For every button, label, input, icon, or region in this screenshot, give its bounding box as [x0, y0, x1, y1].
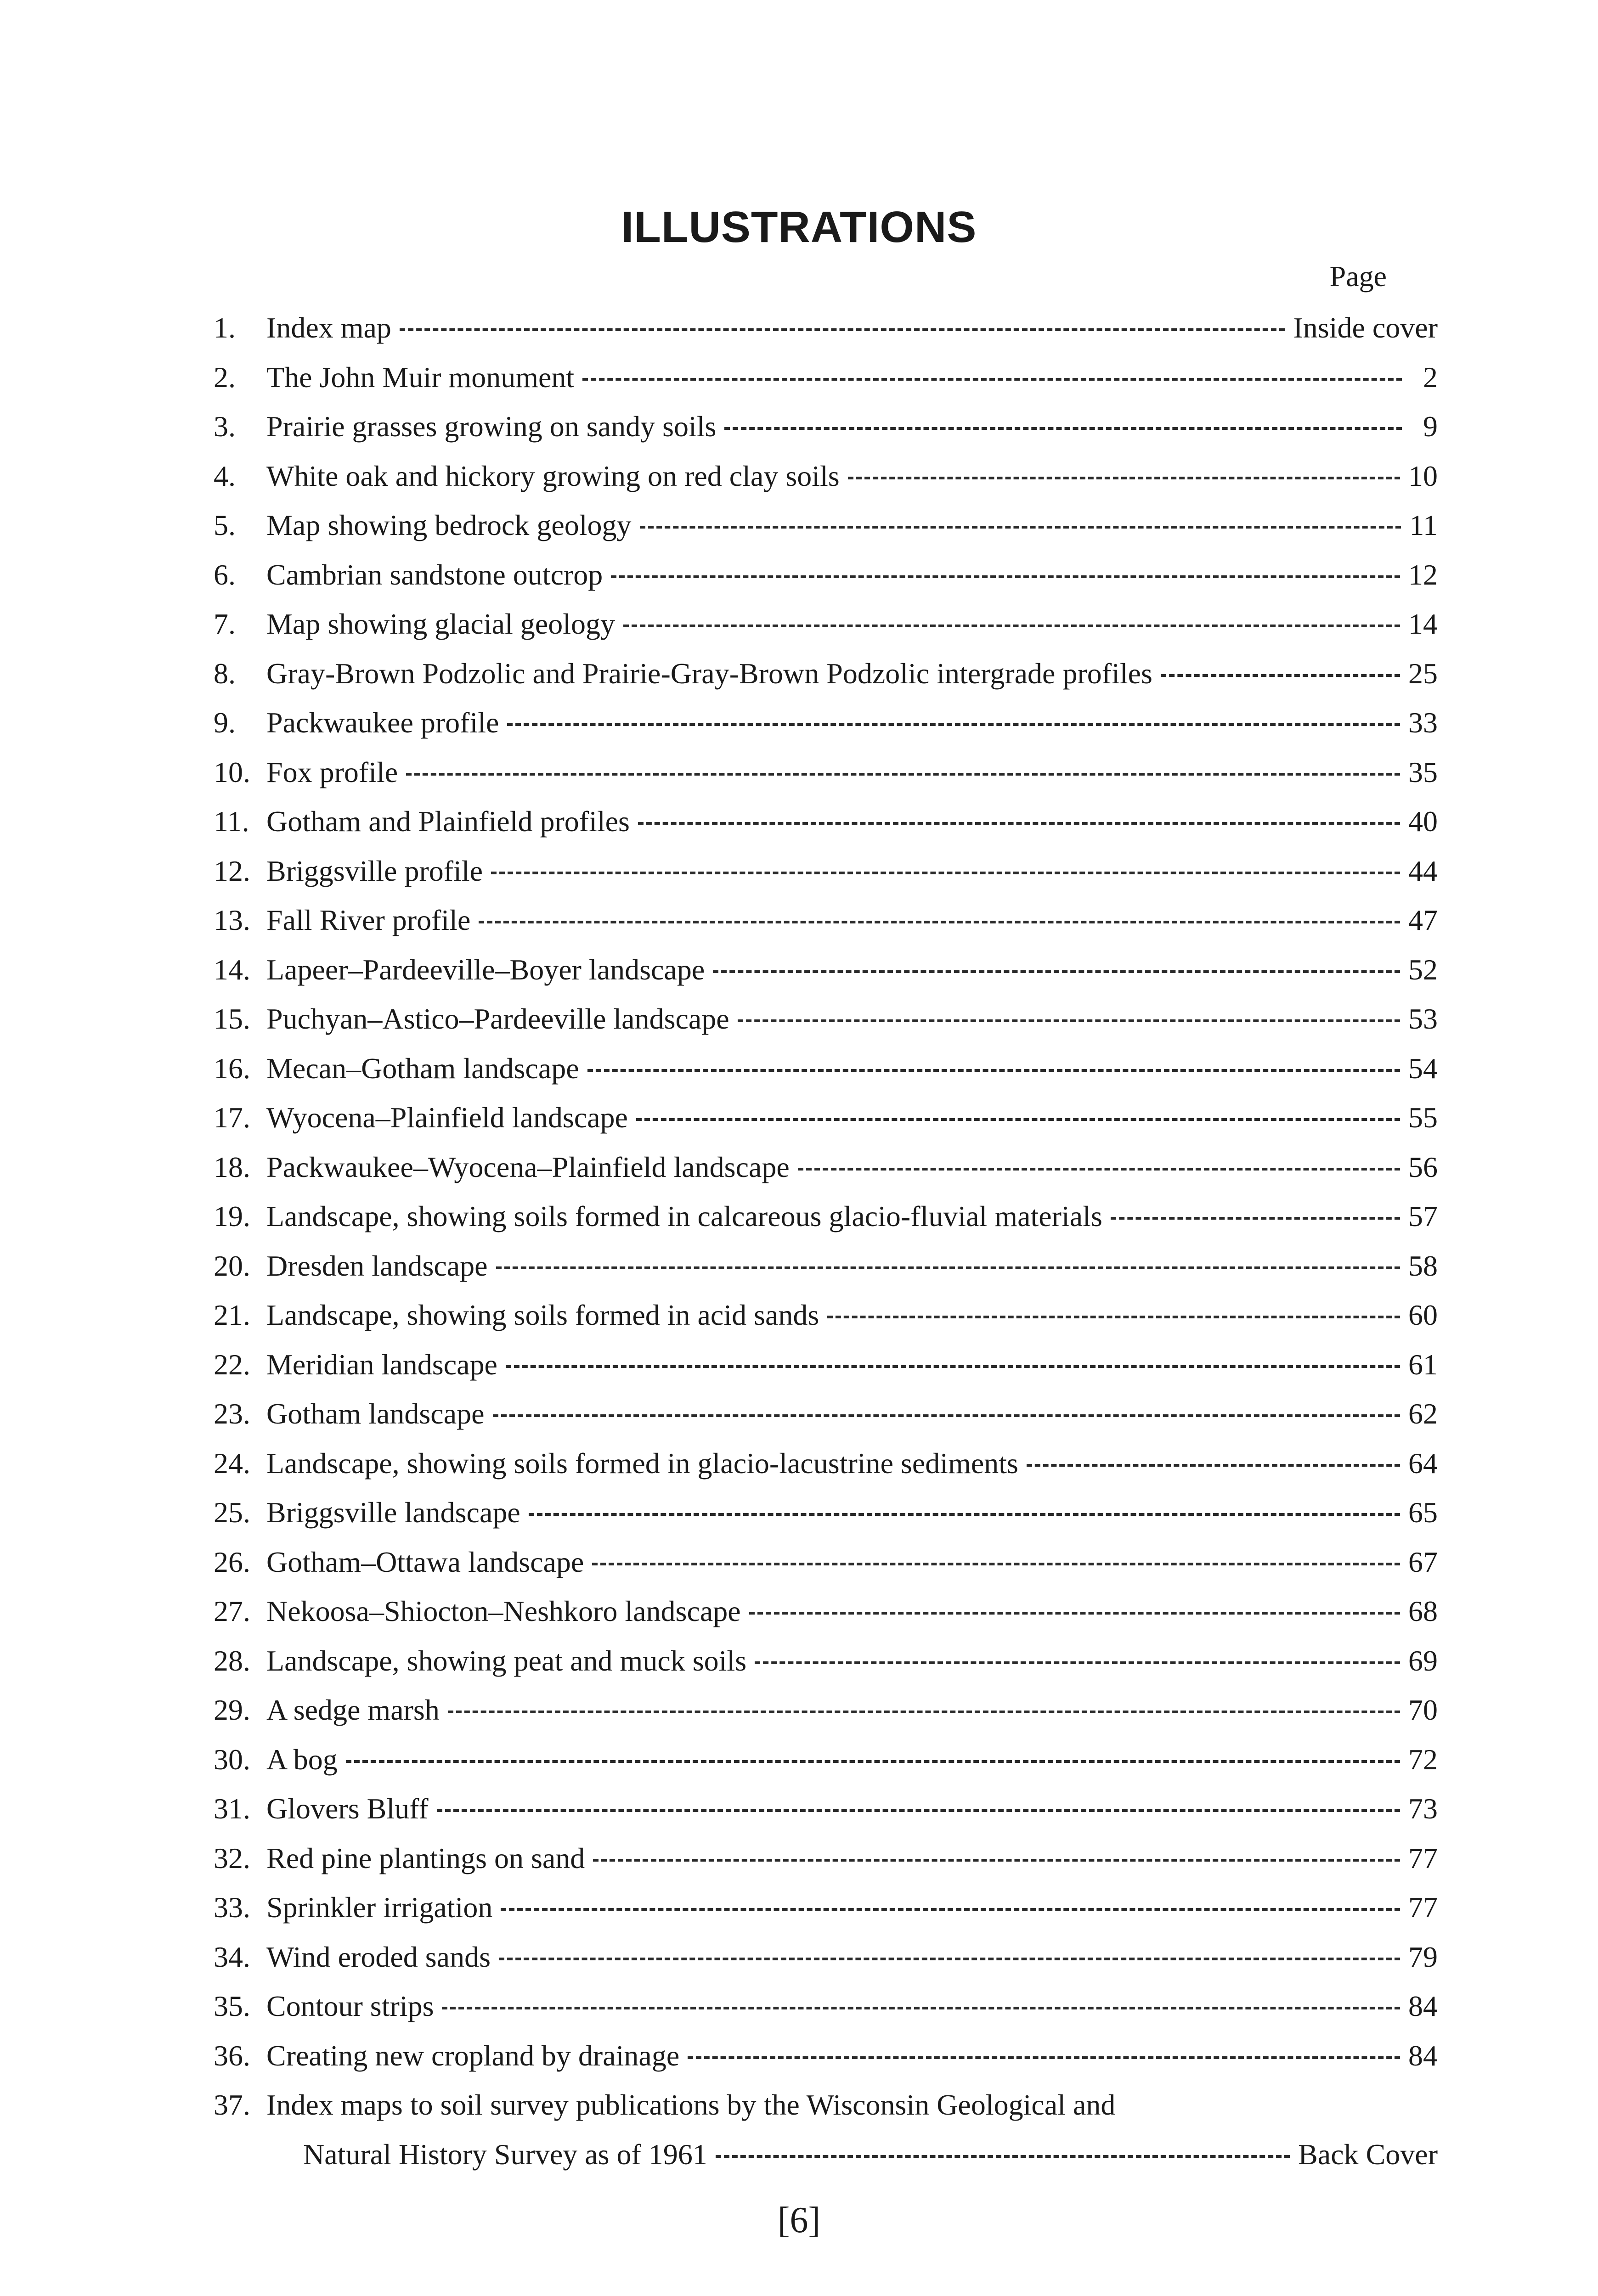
item-page: 10: [1408, 459, 1438, 492]
dot-leader: [400, 328, 1285, 331]
item-page: 52: [1408, 953, 1438, 986]
item-number: 30.: [214, 1743, 250, 1776]
item-page: 69: [1408, 1644, 1438, 1677]
dot-leader: [1111, 1217, 1400, 1220]
item-title: Mecan–Gotham landscape: [266, 1052, 579, 1085]
item-page: 47: [1408, 904, 1438, 936]
item-number: 12.: [214, 854, 250, 887]
item-title: Gotham and Plainfield profiles: [266, 805, 630, 838]
item-title: A bog: [266, 1743, 338, 1776]
item-number: 2.: [214, 360, 236, 394]
list-item: [214, 303, 1438, 353]
item-page: 40: [1408, 805, 1438, 838]
item-title: Wyocena–Plainfield landscape: [266, 1101, 628, 1134]
dot-leader: [827, 1316, 1400, 1318]
item-title: Contour strips: [266, 1990, 434, 2022]
dot-leader: [582, 378, 1402, 381]
dot-leader: [442, 2007, 1400, 2009]
dot-leader: [638, 822, 1400, 825]
item-page: Inside cover: [1293, 311, 1438, 344]
item-page: 77: [1408, 1891, 1438, 1924]
list-item: [214, 1142, 1438, 1192]
list-item: [214, 1834, 1438, 1883]
item-title: Fall River profile: [266, 904, 471, 936]
illustrations-list: [214, 303, 1438, 2179]
list-item: [214, 1587, 1438, 1636]
item-number: 11.: [214, 805, 249, 838]
item-number: 17.: [214, 1101, 250, 1134]
item-page: 25: [1408, 657, 1438, 690]
dot-leader: [1027, 1464, 1400, 1467]
list-item: [214, 698, 1438, 748]
list-item: [214, 895, 1438, 945]
item-title: Map showing glacial geology: [266, 608, 615, 640]
item-number: 36.: [214, 2039, 250, 2072]
item-page: 54: [1408, 1052, 1438, 1085]
dot-leader: [593, 1859, 1400, 1862]
list-item: [214, 1389, 1438, 1439]
dot-leader: [623, 625, 1400, 627]
item-number: 13.: [214, 904, 250, 936]
item-number: 20.: [214, 1249, 250, 1282]
item-page: 33: [1408, 706, 1438, 739]
list-item: [214, 1932, 1438, 1982]
item-page: 73: [1408, 1792, 1438, 1825]
page-column-header: Page: [1329, 260, 1387, 293]
item-number: 24.: [214, 1446, 250, 1480]
list-item: [214, 1685, 1438, 1735]
list-item: [214, 1044, 1438, 1093]
dot-leader: [499, 1958, 1400, 1960]
dot-leader: [507, 723, 1400, 726]
dot-leader: [688, 2056, 1400, 2059]
item-title: White oak and hickory growing on red clay soils: [266, 459, 840, 492]
item-page: 60: [1408, 1299, 1438, 1331]
list-item: [214, 994, 1438, 1044]
item-number: 31.: [214, 1792, 250, 1825]
item-number: 6.: [214, 558, 236, 591]
dot-leader: [479, 921, 1400, 923]
item-page: 61: [1408, 1348, 1438, 1381]
dot-leader: [636, 1118, 1400, 1121]
item-number: 9.: [214, 706, 236, 739]
dot-leader: [848, 477, 1400, 479]
item-number: 25.: [214, 1496, 250, 1529]
list-item: [214, 1093, 1438, 1142]
list-item: [214, 748, 1438, 797]
list-item: [214, 945, 1438, 995]
item-title: Packwaukee profile: [266, 706, 499, 739]
list-item: [214, 501, 1438, 550]
item-number: 34.: [214, 1940, 250, 1973]
item-number: 7.: [214, 608, 236, 640]
item-title: A sedge marsh: [266, 1694, 440, 1726]
list-item: [214, 1883, 1438, 1932]
item-title: Index map: [266, 311, 391, 344]
dot-leader: [713, 970, 1400, 973]
item-page: 79: [1408, 1940, 1438, 1973]
dot-leader: [592, 1563, 1400, 1565]
list-item: [214, 550, 1438, 600]
dot-leader: [640, 526, 1401, 529]
item-title: Creating new cropland by drainage: [266, 2039, 680, 2072]
item-number: 16.: [214, 1052, 250, 1085]
item-number: 1.: [214, 311, 236, 344]
item-number: 33.: [214, 1891, 250, 1924]
item-title: Dresden landscape: [266, 1249, 488, 1282]
list-item: [214, 1636, 1438, 1686]
item-title: Packwaukee–Wyocena–Plainfield landscape: [266, 1150, 790, 1183]
item-page: 12: [1408, 558, 1438, 591]
item-title-continued: Natural History Survey as of 1961: [303, 2138, 707, 2171]
item-title: Landscape, showing soils formed in acid sands: [266, 1299, 819, 1331]
dot-leader: [611, 575, 1400, 578]
item-page: 84: [1408, 2039, 1438, 2072]
dot-leader: [716, 2155, 1290, 2158]
item-number: 14.: [214, 953, 250, 986]
item-title: Briggsville profile: [266, 854, 483, 887]
item-number: 4.: [214, 459, 236, 492]
item-page: 64: [1408, 1446, 1438, 1480]
item-title: Sprinkler irrigation: [266, 1891, 493, 1924]
item-number: 29.: [214, 1694, 250, 1726]
item-number: 5.: [214, 509, 236, 541]
item-number: 23.: [214, 1397, 250, 1430]
item-number: 26.: [214, 1545, 250, 1578]
item-number: 8.: [214, 657, 236, 690]
item-number: 22.: [214, 1348, 250, 1381]
item-number: 37.: [214, 2088, 250, 2121]
list-item: [214, 2031, 1438, 2081]
item-page: 62: [1408, 1397, 1438, 1430]
page-title: ILLUSTRATIONS: [621, 203, 977, 252]
item-page: 56: [1408, 1150, 1438, 1183]
item-title: Index maps to soil survey publications by the Wisconsin Geological and: [266, 2088, 1116, 2121]
list-item: [214, 1241, 1438, 1291]
item-page: 14: [1408, 608, 1438, 640]
dot-leader: [496, 1266, 1400, 1269]
item-title: Gotham–Ottawa landscape: [266, 1545, 584, 1578]
dot-leader: [529, 1513, 1400, 1516]
item-title: Nekoosa–Shiocton–Neshkoro landscape: [266, 1595, 741, 1627]
list-item-37-continued: [214, 2130, 1438, 2179]
item-title: Landscape, showing soils formed in calcareous glacio-fluvial materials: [266, 1200, 1102, 1232]
item-page: 57: [1408, 1200, 1438, 1232]
item-page: 11: [1409, 509, 1438, 541]
list-item: [214, 1784, 1438, 1834]
item-page: 53: [1408, 1002, 1438, 1035]
item-page: 55: [1408, 1101, 1438, 1134]
dot-leader: [501, 1908, 1400, 1911]
dot-leader: [755, 1661, 1400, 1664]
dot-leader: [749, 1612, 1400, 1615]
list-item-37: [214, 2080, 1438, 2130]
item-title: Gotham landscape: [266, 1397, 485, 1430]
item-page: 65: [1408, 1496, 1438, 1529]
item-title: Lapeer–Pardeeville–Boyer landscape: [266, 953, 705, 986]
item-title: Map showing bedrock geology: [266, 509, 632, 541]
item-number: 35.: [214, 1990, 250, 2022]
list-item: [214, 649, 1438, 698]
item-page: 9: [1423, 410, 1438, 443]
item-page: 67: [1408, 1545, 1438, 1578]
item-title: Prairie grasses growing on sandy soils: [266, 410, 717, 443]
item-page: 70: [1408, 1694, 1438, 1726]
dot-leader: [506, 1365, 1400, 1368]
item-page: 58: [1408, 1249, 1438, 1282]
list-item: [214, 402, 1438, 451]
item-page: 84: [1408, 1990, 1438, 2022]
dot-leader: [738, 1019, 1400, 1022]
dot-leader: [587, 1069, 1400, 1072]
item-title: Red pine plantings on sand: [266, 1841, 585, 1874]
list-item: [214, 1981, 1438, 2031]
list-item: [214, 1340, 1438, 1390]
item-page: 68: [1408, 1595, 1438, 1627]
list-item: [214, 846, 1438, 896]
list-item: [214, 1290, 1438, 1340]
item-number: 21.: [214, 1299, 250, 1331]
dot-leader: [724, 427, 1402, 430]
item-page: 77: [1408, 1841, 1438, 1874]
item-title: Meridian landscape: [266, 1348, 497, 1381]
dot-leader: [491, 872, 1400, 874]
dot-leader: [406, 773, 1400, 776]
dot-leader: [798, 1168, 1400, 1171]
item-number: 32.: [214, 1841, 250, 1874]
dot-leader: [493, 1414, 1400, 1417]
item-number: 18.: [214, 1150, 250, 1183]
item-page: Back Cover: [1298, 2138, 1438, 2171]
dot-leader: [1161, 674, 1400, 677]
list-item: [214, 1735, 1438, 1784]
item-number: 19.: [214, 1200, 250, 1232]
dot-leader: [346, 1760, 1400, 1763]
item-title: Landscape, showing peat and muck soils: [266, 1644, 747, 1677]
dot-leader: [437, 1809, 1400, 1812]
item-number: 28.: [214, 1644, 250, 1677]
item-title: Fox profile: [266, 755, 398, 788]
dot-leader: [448, 1711, 1400, 1713]
item-page: 35: [1408, 755, 1438, 788]
item-number: 3.: [214, 410, 236, 443]
list-item: [214, 1537, 1438, 1587]
item-number: 15.: [214, 1002, 250, 1035]
list-item: [214, 599, 1438, 649]
item-number: 27.: [214, 1595, 250, 1627]
item-page: 44: [1408, 854, 1438, 887]
item-title: The John Muir monument: [266, 360, 575, 394]
item-title: Cambrian sandstone outcrop: [266, 558, 603, 591]
item-page: 72: [1408, 1743, 1438, 1776]
item-title: Gray-Brown Podzolic and Prairie-Gray-Brown Podzolic intergrade profiles: [266, 657, 1152, 690]
page-number: [6]: [777, 2200, 821, 2240]
list-item: [214, 1439, 1438, 1488]
item-title: Briggsville landscape: [266, 1496, 520, 1529]
item-number: 10.: [214, 755, 250, 788]
item-title: Landscape, showing soils formed in glacio-lacustrine sediments: [266, 1446, 1018, 1480]
item-title: Glovers Bluff: [266, 1792, 429, 1825]
item-title: Wind eroded sands: [266, 1940, 491, 1973]
list-item: [214, 451, 1438, 501]
list-item: [214, 1488, 1438, 1537]
list-item: [214, 353, 1438, 402]
item-page: 2: [1423, 360, 1438, 394]
list-item: [214, 797, 1438, 846]
item-title: Puchyan–Astico–Pardeeville landscape: [266, 1002, 729, 1035]
list-item: [214, 1192, 1438, 1241]
